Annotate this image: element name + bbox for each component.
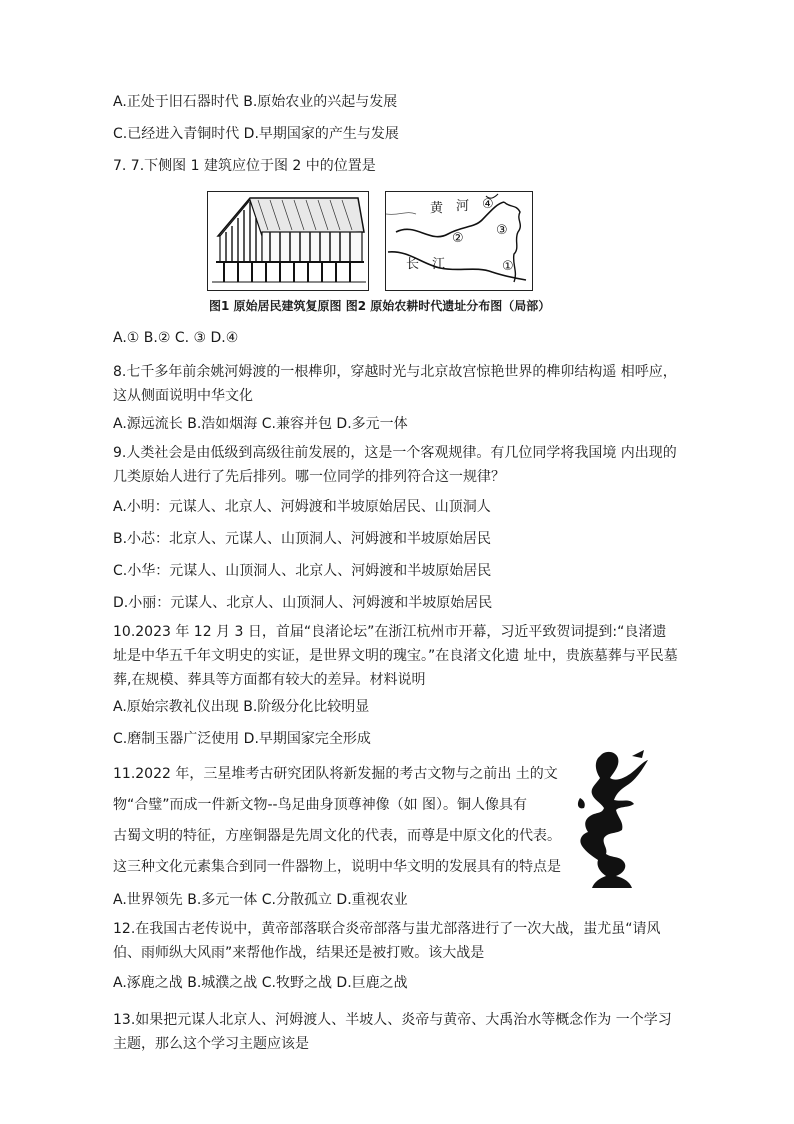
map-marker-3: ③ <box>496 223 508 238</box>
bronze-figure-image <box>572 748 656 890</box>
question-11-line-4: 这三种文化元素集合到同一件器物上，说明中华文明的发展具有的特点是 <box>113 859 561 875</box>
question-9-option-b: B.小芯：北京人、元谋人、山顶洞人、河姆渡和半坡原始居民 <box>113 531 492 547</box>
question-10: 10.2023 年 12 月 3 日，首届“良渚论坛”在浙江杭州市开幕，习近平致贺词提到:“良渚遗址是中华五千年文明史的实证，是世界文明的瑰宝。”在良渚文化遗 址中，贵族墓葬与平民墓葬,在规模、葬具等方面都有较大的差异。材料说明 <box>113 624 678 688</box>
question-8: 8.七千多年前余姚河姆渡的一根榫卯，穿越时光与北京故宫惊艳世界的榫卯结构遥 相呼应，这从侧面说明中华文化 <box>113 364 677 404</box>
question-11-line-3: 古蜀文明的特征，方座铜器是先周文化的代表，而尊是中原文化的代表。 <box>113 828 561 844</box>
question-11-line-2: 物“合璧”而成一件新文物--鸟足曲身顶尊神像（如 图）。铜人像具有 <box>113 797 528 813</box>
figure-caption: 图1 原始居民建筑复原图 图2 原始农耕时代遗址分布图（局部） <box>209 299 551 313</box>
question-11-line-1: 11.2022 年，三星堆考古研究团队将新发掘的考古文物与之前出 土的文 <box>113 766 558 782</box>
site-map-drawing <box>386 192 532 290</box>
question-7: 7. 7.下侧图 1 建筑应位于图 2 中的位置是 <box>113 158 376 174</box>
map-marker-4: ④ <box>482 197 494 212</box>
map-label-jiang: 江 <box>432 257 446 272</box>
stilt-house-drawing <box>208 192 368 290</box>
question-9: 9.人类社会是由低级到高级往前发展的，这是一个客观规律。有几位同学将我国境 内出现的几类原始人进行了先后排列。哪一位同学的排列符合这一规律？ <box>113 445 677 485</box>
map-marker-2: ② <box>452 231 464 246</box>
question-9-option-a: A.小明：元谋人、北京人、河姆渡和半坡原始居民、山顶洞人 <box>113 499 491 515</box>
map-label-he: 河 <box>456 199 470 214</box>
map-marker-1: ① <box>502 259 514 274</box>
question-12-options: A.涿鹿之战 B.城濮之战 C.牧野之战 D.巨鹿之战 <box>113 975 408 991</box>
question-7-options: A.① B.② C. ③ D.④ <box>113 330 239 346</box>
question-8-options: A.源远流长 B.浩如烟海 C.兼容并包 D.多元一体 <box>113 416 408 432</box>
bronze-figure-silhouette <box>572 748 656 890</box>
option-line-cd: C.已经进入青铜时代 D.早期国家的产生与发展 <box>113 126 399 142</box>
question-9-option-d: D.小丽：元谋人、北京人、山顶洞人、河姆渡和半坡原始居民 <box>113 595 493 611</box>
question-11-options: A.世界领先 B.多元一体 C.分散孤立 D.重视农业 <box>113 892 408 908</box>
question-10-options-cd: C.磨制玉器广泛使用 D.早期国家完全形成 <box>113 731 371 747</box>
question-10-options-ab: A.原始宗教礼仪出现 B.阶级分化比较明显 <box>113 699 370 715</box>
question-12: 12.在我国古老传说中，黄帝部落联合炎帝部落与蚩尤部落进行了一次大战，蚩尤虽“请风伯、雨师纵大风雨”来帮他作战，结果还是被打败。该大战是 <box>113 921 661 961</box>
figure-1-stilt-house <box>207 191 369 291</box>
map-label-chang: 长 <box>406 257 420 272</box>
map-label-huang: 黄 <box>430 201 444 216</box>
figure-2-site-map <box>385 191 533 291</box>
option-line-ab: A.正处于旧石器时代 B.原始农业的兴起与发展 <box>113 94 398 110</box>
question-13: 13.如果把元谋人北京人、河姆渡人、半坡人、炎帝与黄帝、大禹治水等概念作为 一个学习主题，那么这个学习主题应该是 <box>113 1012 672 1052</box>
question-9-option-c: C.小华：元谋人、山顶洞人、北京人、河姆渡和半坡原始居民 <box>113 563 492 579</box>
